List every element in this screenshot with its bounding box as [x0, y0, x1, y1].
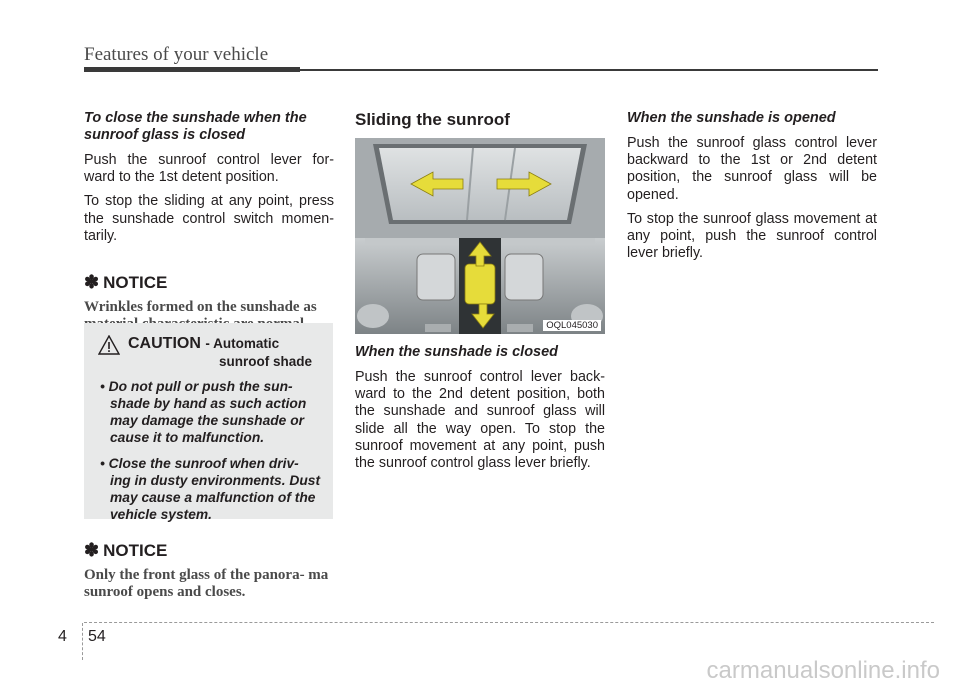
section-heading: Sliding the sunroof: [355, 110, 510, 129]
caution-box: [84, 323, 333, 522]
header-bar-line: [300, 69, 878, 71]
caution-word: CAUTION: [128, 335, 201, 352]
sunroof-photo: [355, 138, 605, 334]
col1-subhead: To close the sunshade when the sunroof glass is closed: [84, 110, 307, 143]
notice1-label: NOTICE: [103, 272, 168, 292]
footer-line: [84, 622, 934, 623]
page-header-title: Features of your vehicle: [84, 44, 269, 65]
warning-triangle-icon: [98, 335, 120, 355]
col1-para1: Push the sunroof control lever for- ward to the 1st detent position.: [84, 152, 334, 186]
col1-para2: To stop the sliding at any point, press the sunshade control switch momen- tarily.: [84, 193, 334, 244]
caution-title: [128, 335, 312, 370]
caution-list: [98, 378, 323, 523]
watermark: carmanualsonline.info: [706, 657, 940, 684]
notice2-body: Only the front glass of the panora- ma sunroof opens and closes.: [84, 567, 329, 600]
notice1-body: Wrinkles formed on the sunshade as: [84, 299, 317, 316]
footer-chapter: 4: [58, 628, 67, 645]
caution-item: • Do not pull or push the sun- shade by hand as such action may damage the sunshade or cause it to malfunction.: [100, 379, 307, 445]
column-3: [627, 110, 877, 269]
photo-label: OQL045030: [543, 320, 601, 331]
col3-para2: To stop the sunroof glass movement at any point, push the sunroof control lever briefly.: [627, 210, 877, 262]
col2-para: Push the sunroof control lever back- ward to the 2nd detent position, both the sunshade and sunroof glass will slide all the way open. To stop the sunroof movement at any point, push the sunroof control glass lever briefly.: [355, 369, 605, 472]
footer-divider: [82, 623, 83, 660]
caution-sub-line1: - Automatic: [205, 336, 280, 351]
column-1: [84, 110, 334, 333]
notice1-heading: [84, 272, 334, 293]
col3-para1: Push the sunroof glass control lever backward to the 1st or 2nd detent position, the sunroof glass will be opened.: [627, 135, 877, 203]
col3-subhead: When the sunshade is opened: [627, 110, 836, 126]
notice2-label: NOTICE: [103, 540, 168, 560]
column-2: [355, 110, 605, 479]
notice2-block: [84, 540, 334, 601]
caution-heading: [98, 335, 323, 370]
notice-star-icon: ✽: [84, 540, 100, 560]
caution-sub-line2: sunroof shade: [219, 354, 313, 369]
header-bar-dark: [84, 67, 300, 72]
footer-page: 54: [88, 628, 106, 645]
sunroof-illustration: [355, 138, 605, 334]
notice-star-icon: ✽: [84, 272, 100, 293]
notice2-heading: [84, 540, 334, 561]
caution-item: • Close the sunroof when driv- ing in dusty environments. Dust may cause a malfunction of the vehicle system.: [100, 456, 321, 522]
col2-subhead: When the sunshade is closed: [355, 344, 559, 360]
